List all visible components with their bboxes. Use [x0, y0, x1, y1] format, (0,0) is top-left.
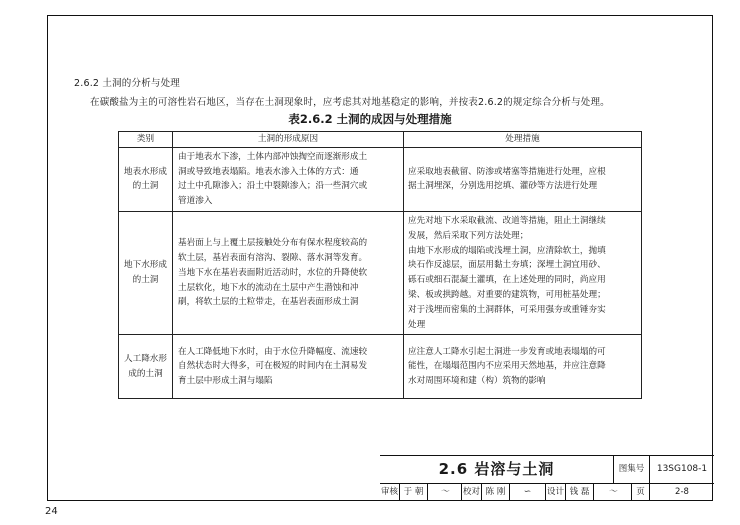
page-label: 页: [632, 484, 650, 501]
cause-cell: [173, 211, 404, 334]
text-line: 的土洞: [132, 181, 159, 192]
measure-cell: [404, 147, 642, 211]
atlas-number-label: 图集号: [614, 456, 650, 484]
text-line: 由于地表水下渗，土体内部冲蚀掏空而逐渐形成土: [178, 151, 368, 162]
title-block-signature-row: [380, 483, 714, 501]
text-line: 当地下水在基岩表面附近活动时，水位的升降使软: [178, 267, 368, 278]
drawing-title: 2.6 岩溶与土洞: [380, 456, 614, 484]
designer-signature: 〜: [594, 484, 632, 501]
text-line: 水对周围环境和建（构）筑物的影响: [408, 376, 546, 387]
text-line: 发展，然后采取下列方法处理；: [408, 230, 529, 241]
text-line: 过土中孔隙渗入；沿土中裂隙渗入；沿一些洞穴或: [178, 181, 368, 192]
reviewer-name: 于 朝: [400, 484, 428, 501]
page-number: 24: [45, 506, 58, 517]
text-line: 砾石或细石混凝土灌填，在上述处理的同时，尚应用: [408, 275, 606, 286]
intro-paragraph: 在碳酸盐为主的可溶性岩石地区，当存在土洞现象时，应考虑其对地基稳定的影响，并按表2.6.2的规定综合分析与处理。: [90, 97, 610, 108]
text-line: 据土洞埋深，分别选用挖填、灌砂等方法进行处理: [408, 181, 598, 192]
title-block: [380, 455, 714, 501]
text-line: 的土洞: [132, 275, 159, 286]
text-line: 对于浅埋而密集的土洞群体，可采用强夯或重锤夯实: [408, 304, 606, 315]
review-label: 审核: [380, 484, 400, 501]
designer-name: 钱 磊: [566, 484, 594, 501]
sheet-page-number: 2-8: [675, 487, 689, 497]
category-cell: [119, 335, 173, 399]
cause-cell: [173, 335, 404, 399]
text-line: 梁、板或拱跨越。对重要的建筑物，可用桩基处理；: [408, 289, 606, 300]
table-header-row: [119, 132, 642, 148]
measure-cell: [404, 211, 642, 334]
text-line: 能性，在塌塌范围内不应采用天然地基，并应注意降: [408, 361, 606, 372]
atlas-number: 13SG108-1: [656, 464, 708, 474]
text-line: 地下水形成: [124, 260, 167, 271]
text-line: 软土层，基岩表面有溶沟、裂隙、落水洞等发育。: [178, 252, 368, 263]
category-cell: [119, 147, 173, 211]
cause-treatment-table: [118, 131, 642, 399]
text-line: 由地下水形成的塌陷或浅埋土洞，应清除软土，抛填: [408, 245, 606, 256]
header-measure: 处理措施: [404, 132, 642, 148]
text-line: 应先对地下水采取截流、改道等措施，阻止土洞继续: [408, 215, 606, 226]
text-line: 应采取地表截留、防渗或堵塞等措施进行处理，应根: [408, 166, 606, 177]
text-line: 应注意人工降水引起土洞进一步发育或地表塌塌的可: [408, 346, 606, 357]
title-block-top-row: [380, 455, 714, 483]
text-line: 自然状态时大得多，可在极短的时间内在土洞易发: [178, 361, 368, 372]
table-row: [119, 335, 642, 399]
design-label: 设计: [546, 484, 566, 501]
proofreader-name: 陈 刚: [482, 484, 510, 501]
text-line: 块石作反滤层，面层用黏土夯填；深埋土洞宜用砂、: [408, 260, 606, 271]
header-category: 类别: [119, 132, 173, 148]
measure-cell: [404, 335, 642, 399]
text-line: 管道渗入: [178, 196, 213, 207]
text-line: 基岩面上与上覆土层接触处分布有保水程度较高的: [178, 238, 368, 249]
text-line: 刷，将软土层的土粒带走，在基岩表面形成土洞: [178, 297, 359, 308]
proof-label: 校对: [462, 484, 482, 501]
table-caption: 表2.6.2 土洞的成因与处理措施: [288, 112, 452, 126]
text-line: 成的土洞: [128, 368, 163, 379]
text-line: 土层软化，地下水的流动在土层中产生潜蚀和冲: [178, 282, 359, 293]
proofreader-signature: ∽: [510, 484, 546, 501]
text-line: 洞或导致地表塌陷。地表水渗入土体的方式：通: [178, 166, 359, 177]
text-line: 处理: [408, 319, 426, 330]
text-line: 地表水形成: [124, 166, 167, 177]
table-row: [119, 147, 642, 211]
text-line: 育土层中形成土洞与塌陷: [178, 376, 273, 387]
text-line: 人工降水形: [124, 354, 167, 365]
text-line: 在人工降低地下水时，由于水位升降幅度、流速较: [178, 346, 368, 357]
header-cause: 土洞的形成原因: [173, 132, 404, 148]
section-heading: 2.6.2 土洞的分析与处理: [74, 78, 180, 89]
reviewer-signature: 〜: [428, 484, 462, 501]
category-cell: [119, 211, 173, 334]
cause-cell: [173, 147, 404, 211]
table-row: [119, 211, 642, 334]
